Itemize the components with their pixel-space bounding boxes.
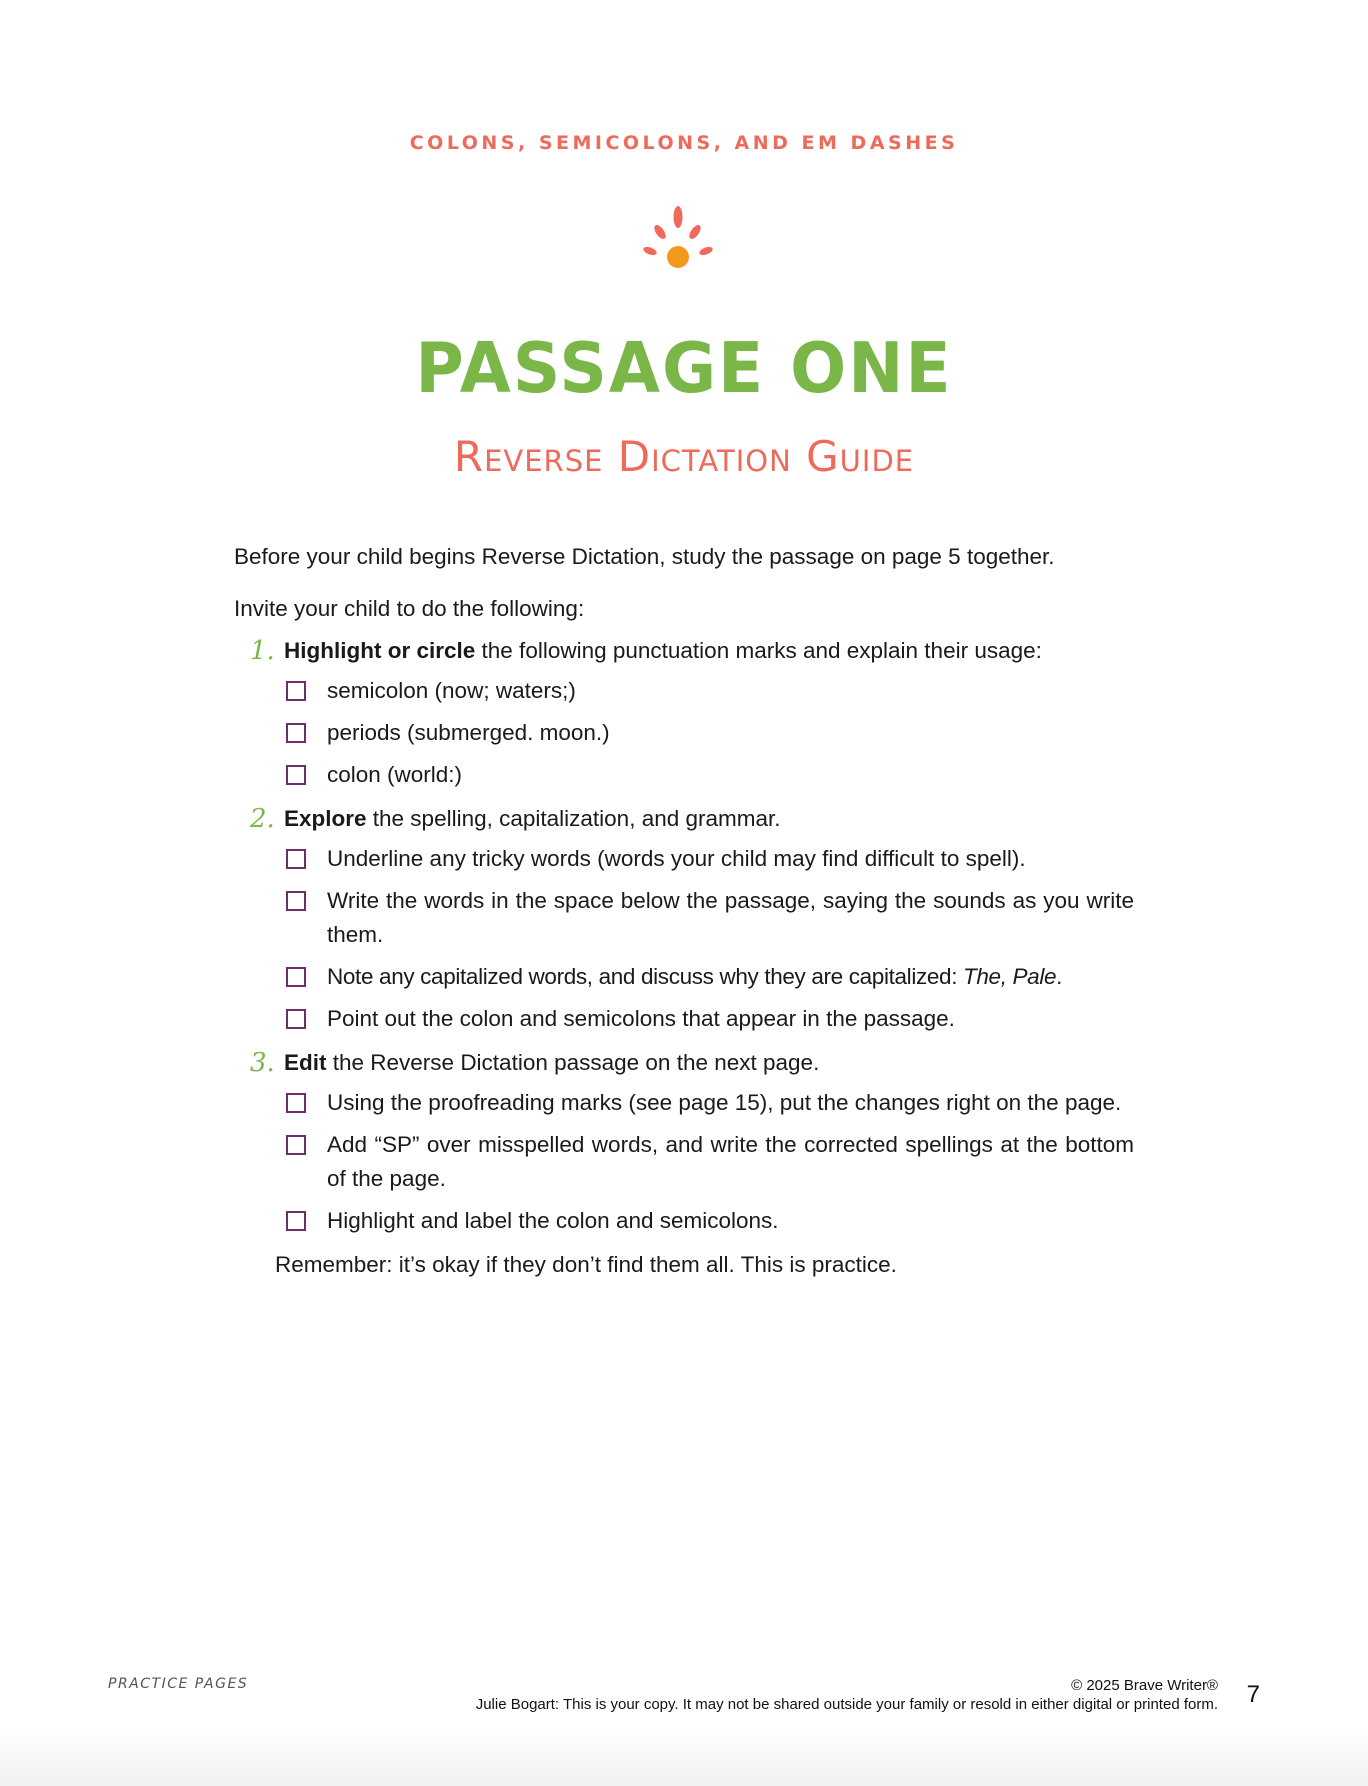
checklist-item (286, 884, 1134, 952)
step-number: 3. (250, 1048, 275, 1078)
checklist-item (286, 842, 1134, 876)
checklist-item-label: Note any capitalized words, and discuss why they are capitalized: (327, 964, 963, 989)
checkbox[interactable] (286, 891, 306, 911)
checklist-item (286, 716, 1134, 750)
step-action: Highlight or circle (284, 638, 476, 663)
step-text: the Reverse Dictation passage on the next page. (326, 1050, 820, 1075)
checklist-item-label: Using the proofreading marks (see page 15), put the changes right on the page. (327, 1090, 1122, 1115)
step-number: 2. (250, 804, 275, 834)
checklist-item (286, 960, 1134, 994)
checklist-item-label: Add “SP” over misspelled words, and write the corrected spellings at the bottom of the page. (327, 1132, 1134, 1191)
invite-paragraph: Invite your child to do the following: (234, 596, 585, 621)
step-3 (234, 1046, 1134, 1080)
capitalized-words: The, Pale (963, 964, 1057, 989)
checklist-item-label: colon (world:) (327, 762, 463, 787)
step-text: the spelling, capitalization, and grammar. (366, 806, 781, 831)
section-kicker: COLONS, SEMICOLONS, AND EM DASHES (409, 132, 959, 154)
remember-note: Remember: it’s okay if they don’t find them all. This is practice. (275, 1252, 897, 1277)
checklist-item (286, 1002, 1134, 1036)
checklist-item (286, 758, 1134, 792)
checkbox[interactable] (286, 681, 306, 701)
page-number: 7 (1246, 1681, 1260, 1708)
checklist-item-label: Underline any tricky words (words your child may find difficult to spell). (327, 846, 1026, 871)
checkbox[interactable] (286, 849, 306, 869)
step-1 (234, 634, 1134, 668)
checkbox[interactable] (286, 1009, 306, 1029)
checklist-item (286, 1086, 1134, 1120)
guide-content (234, 540, 1134, 1282)
step-number: 1. (250, 636, 275, 666)
step-1-checklist (286, 674, 1134, 792)
checklist-item-label: Point out the colon and semicolons that appear in the passage. (327, 1006, 955, 1031)
page-bottom-edge (0, 1726, 1368, 1786)
license-notice: Julie Bogart: This is your copy. It may not be shared outside your family or resold in either digital or printed form. (475, 1696, 1218, 1713)
step-2-checklist (286, 842, 1134, 1036)
footer-section-label: PRACTICE PAGES (108, 1676, 249, 1692)
page-subtitle: Reverse Dictation Guide (453, 432, 915, 481)
checklist-item-label: periods (submerged. moon.) (327, 720, 610, 745)
page-title: PASSAGE ONE (415, 328, 953, 409)
checklist-item (286, 1204, 1134, 1238)
checklist-item-label: Write the words in the space below the passage, saying the sounds as you write them. (327, 888, 1134, 947)
step-action: Edit (284, 1050, 327, 1075)
step-text: the following punctuation marks and explain their usage: (475, 638, 1042, 663)
step-2 (234, 802, 1134, 836)
copyright-text: © 2025 Brave Writer® (1071, 1677, 1218, 1694)
checkbox[interactable] (286, 1211, 306, 1231)
checkbox[interactable] (286, 1093, 306, 1113)
sentence-end: . (1056, 964, 1063, 989)
checkbox[interactable] (286, 1135, 306, 1155)
intro-paragraph: Before your child begins Reverse Dictation, study the passage on page 5 together. (234, 544, 1055, 569)
checklist-item-label: Highlight and label the colon and semicolons. (327, 1208, 779, 1233)
checkbox[interactable] (286, 723, 306, 743)
footer-copyright-block (476, 1676, 1218, 1714)
sunburst-ornament-icon (634, 205, 722, 285)
step-action: Explore (284, 806, 367, 831)
checkbox[interactable] (286, 967, 306, 987)
checklist-item-label: semicolon (now; waters;) (327, 678, 576, 703)
checkbox[interactable] (286, 765, 306, 785)
step-3-checklist (286, 1086, 1134, 1238)
checklist-item (286, 674, 1134, 708)
checklist-item (286, 1128, 1134, 1196)
